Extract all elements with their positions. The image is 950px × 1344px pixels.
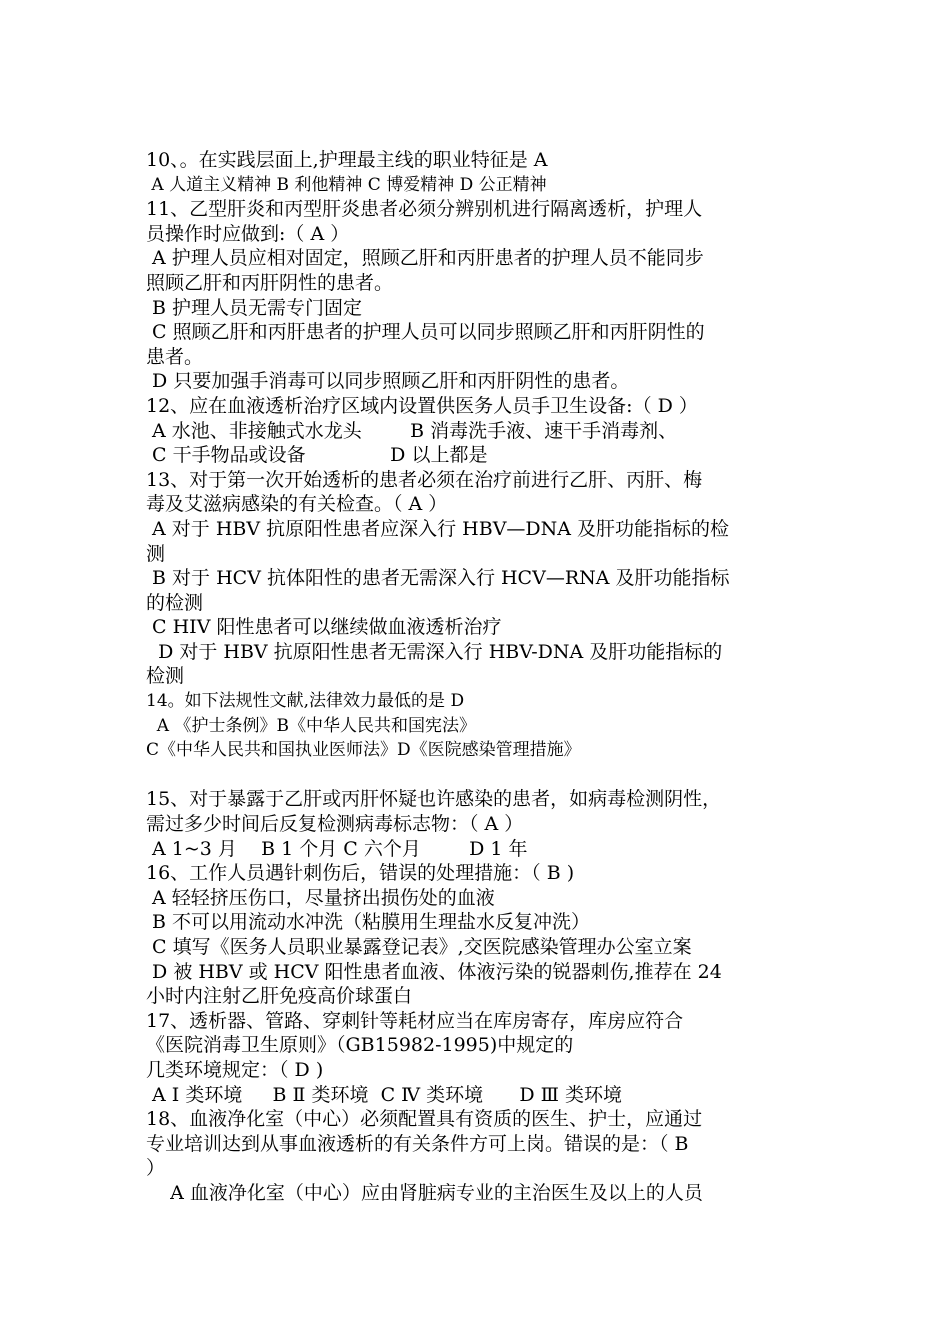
question-11-stem: 11、乙型肝炎和丙型肝炎患者必须分辨别机进行隔离透析，护理人: [146, 198, 703, 221]
question-17-options: A Ⅰ 类环境 B Ⅱ 类环境 C Ⅳ 类环境 D Ⅲ 类环境: [146, 1083, 623, 1106]
question-15-options: A 1~3 月 B 1 个月 C 六个月 D 1 年: [146, 837, 528, 860]
question-14-options-cd: C《中华人民共和国执业医师法》D《医院感染管理措施》: [146, 740, 581, 761]
question-18-stem: 18、血液净化室（中心）必须配置具有资质的医生、护士，应通过: [146, 1108, 703, 1131]
question-16-stem: 16、工作人员遇针刺伤后，错误的处理措施：（ B ): [146, 862, 575, 885]
question-13-option-d-cont: 检测: [146, 665, 185, 688]
question-18-option-a: A 血液净化室（中心）应由肾脏病专业的主治医生及以上的人员: [146, 1181, 703, 1204]
question-11-stem-cont: 员操作时应做到:（ A ）: [146, 222, 350, 245]
document-body: [146, 148, 826, 1206]
question-11-option-a: A 护理人员应相对固定，照顾乙肝和丙肝患者的护理人员不能同步: [146, 247, 704, 270]
question-16-option-d: D 被 HBV 或 HCV 阳性患者血液、体液污染的锐器刺伤,推荐在 24: [146, 960, 722, 983]
question-17-stem-cont: 《医院消毒卫生原则》（GB15982-1995)中规定的: [146, 1034, 574, 1057]
question-13-option-b-cont: 的检测: [146, 591, 204, 614]
question-13-stem: 13、对于第一次开始透析的患者必须在治疗前进行乙肝、丙肝、梅: [146, 468, 703, 491]
question-13-option-a-cont: 测: [146, 542, 166, 565]
question-14-stem: 14。如下法规性文献,法律效力最低的是 D: [146, 691, 465, 712]
question-18-stem-cont-2: ）: [146, 1157, 166, 1180]
question-13-option-c: C HIV 阳性患者可以继续做血液透析治疗: [146, 616, 502, 639]
question-15-stem: 15、对于暴露于乙肝或丙肝怀疑也许感染的患者，如病毒检测阴性，: [146, 788, 722, 811]
question-13-stem-cont: 毒及艾滋病感染的有关检查。（ A ）: [146, 493, 448, 516]
question-10-stem: 10、。在实践层面上,护理最主线的职业特征是 A: [146, 149, 548, 171]
question-12-options-cd: C 干手物品或设备 D 以上都是: [146, 444, 488, 467]
question-17-stem: 17、透析器、管路、穿刺针等耗材应当在库房寄存，库房应符合: [146, 1009, 684, 1032]
question-12-stem: 12、应在血液透析治疗区域内设置供医务人员手卫生设备:（ D ）: [146, 394, 698, 417]
blank-line: [146, 763, 826, 788]
question-17-stem-cont-2: 几类环境规定：（ D ): [146, 1058, 324, 1081]
question-18-stem-cont: 专业培训达到从事血液透析的有关条件方可上岗。错误的是：（ B: [146, 1132, 689, 1155]
question-10-options: A 人道主义精神 B 利他精神 C 博爱精神 D 公正精神: [146, 174, 547, 195]
question-15-stem-cont: 需过多少时间后反复检测病毒标志物：（ A ）: [146, 813, 524, 836]
question-16-option-a: A 轻轻挤压伤口，尽量挤出损伤处的血液: [146, 886, 495, 909]
question-12-options-ab: A 水池、非接触式水龙头 B 消毒洗手液、速干手消毒剂、: [146, 419, 678, 442]
question-16-option-d-cont: 小时内注射乙肝免疫高价球蛋白: [146, 985, 413, 1008]
question-14-options-ab: A 《护士条例》B《中华人民共和国宪法》: [146, 715, 476, 736]
question-11-option-c: C 照顾乙肝和丙肝患者的护理人员可以同步照顾乙肝和丙肝阴性的: [146, 321, 705, 344]
question-16-option-c: C 填写《医务人员职业暴露登记表》,交医院感染管理办公室立案: [146, 936, 692, 958]
question-11-option-b: B 护理人员无需专门固定: [146, 296, 363, 319]
question-11-option-c-cont: 患者。: [146, 345, 204, 368]
question-11-option-d: D 只要加强手消毒可以同步照顾乙肝和丙肝阴性的患者。: [146, 370, 630, 393]
question-16-option-b: B 不可以用流动水冲洗（粘膜用生理盐水反复冲洗）: [146, 911, 591, 934]
question-13-option-d: D 对于 HBV 抗原阳性患者无需深入行 HBV-DNA 及肝功能指标的: [146, 640, 723, 663]
question-13-option-a: A 对于 HBV 抗原阳性患者应深入行 HBV—DNA 及肝功能指标的检: [146, 517, 730, 540]
question-13-option-b: B 对于 HCV 抗体阳性的患者无需深入行 HCV—RNA 及肝功能指标: [146, 567, 730, 590]
question-11-option-a-cont: 照顾乙肝和丙肝阴性的患者。: [146, 271, 394, 294]
